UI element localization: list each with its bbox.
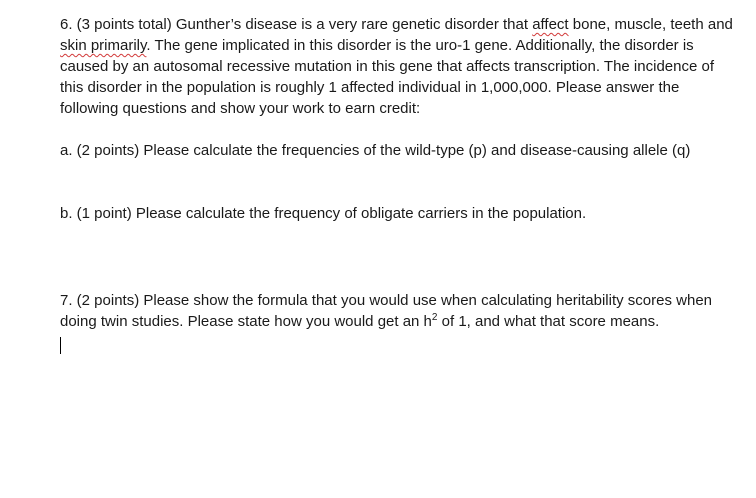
document-body[interactable] — [60, 14, 740, 354]
spellcheck-phrase-skin-primarily: skin primarily — [60, 37, 147, 54]
q7-after: of 1, and what that score means. — [437, 313, 660, 330]
text-cursor[interactable] — [60, 337, 61, 354]
spellcheck-word-affect: affect — [532, 16, 569, 33]
question-6a: a. (2 points) Please calculate the frequencies of the wild-type (p) and disease-causing allele (q) — [60, 142, 691, 159]
question-7 — [60, 290, 740, 332]
q7-superscript: 2 — [431, 312, 438, 323]
q6-mid: bone, muscle, teeth and — [568, 16, 733, 33]
q6-intro: 6. (3 points total) Gunther’s disease is a very rare genetic disorder that — [60, 16, 533, 33]
q7-before: 7. (2 points) Please show the formula that you would use when calculating heritability scores when doing twin studies. Please state how you would get an h — [60, 292, 713, 330]
question-6 — [60, 14, 740, 119]
q6-rest: . The gene implicated in this disorder is the uro-1 gene. Additionally, the disorder is caused by an autosomal recessive mutation in this gene that affects transcription. The incidence of this disorder in the population is roughly 1 affected individual in 1,000,000. Please answer the following questions and show your work to earn credit: — [60, 37, 714, 117]
question-6b: b. (1 point) Please calculate the frequency of obligate carriers in the population. — [60, 205, 587, 222]
